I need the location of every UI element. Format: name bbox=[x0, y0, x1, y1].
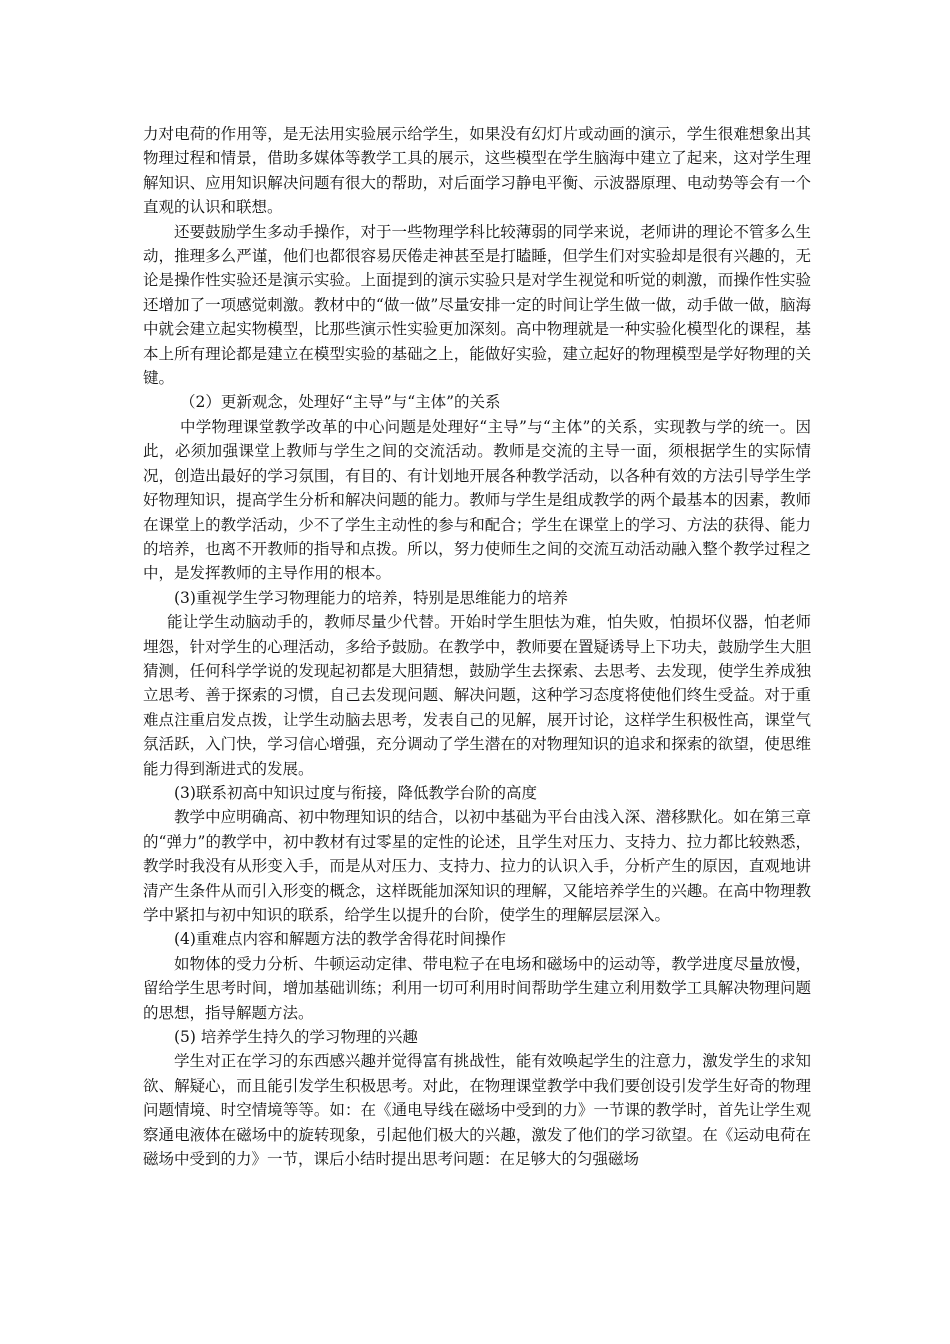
paragraph-2: 还要鼓励学生多动手操作，对于一些物理学科比较薄弱的同学来说，老师讲的理论不管多么生动，推理多么严谨，他们也都很容易厌倦走神甚至是打瞌睡，但学生们对实验却是很有兴趣的，无论是操作性实验还是演示实验。上面提到的演示实验只是对学生视觉和听觉的刺激，而操作性实验还增加了一项感觉刺激。教材中的“做一做”尽量安排一定的时间让学生做一做，动手做一做，脑海中就会建立起实物模型，比那些演示性实验更加深刻。高中物理就是一种实验化模型化的课程，基本上所有理论都是建立在模型实验的基础之上，能做好实验，建立起好的物理模型是学好物理的关键。 bbox=[143, 222, 811, 388]
section-heading-2: （2）更新观念，处理好“主导”与“主体”的关系 bbox=[180, 393, 501, 412]
paragraph-6: 如物体的受力分析、牛顿运动定律、带电粒子在电场和磁场中的运动等，教学进度尽量放慢，留给学生思考时间，增加基础训练；利用一切可利用时间帮助学生建立利用数学工具解决物理问题的思想，指导解题方法。 bbox=[143, 954, 811, 1022]
paragraph-1: 力对电荷的作用等，是无法用实验展示给学生，如果没有幻灯片或动画的演示，学生很难想象出其物理过程和情景，借助多媒体等教学工具的展示，这些模型在学生脑海中建立了起来，这对学生理解知识、应用知识解决问题有很大的帮助，对后面学习静电平衡、示波器原理、电动势等会有一个直观的认识和联想。 bbox=[143, 125, 811, 217]
section-heading-3a: (3)重视学生学习物理能力的培养，特别是思维能力的培养 bbox=[174, 588, 568, 607]
paragraph-4: 能让学生动脑动手的，教师尽量少代替。开始时学生胆怯为难，怕失败，怕损坏仪器，怕老师埋怨，针对学生的心理活动，多给予鼓励。在教学中，教师要在置疑诱导上下功夫，鼓励学生大胆猜测，任何科学学说的发现起初都是大胆猜想，鼓励学生去探索、去思考、去发现，使学生养成独立思考、善于探索的习惯，自己去发现问题、解决问题，这种学习态度将使他们终生受益。对于重难点注重启发点拨，让学生动脑去思考，发表自己的见解，展开讨论，这样学生积极性高，课堂气氛活跃，入门快，学习信心增强，充分调动了学生潜在的对物理知识的追求和探索的欲望，使思维能力得到渐进式的发展。 bbox=[143, 613, 811, 778]
section-heading-3b: (3)联系初高中知识过度与衔接，降低教学台阶的高度 bbox=[174, 783, 537, 802]
paragraph-5: 教学中应明确高、初中物理知识的结合，以初中基础为平台由浅入深、潜移默化。如在第三章的“弹力”的教学中，初中教材有过零星的定性的论述，且学生对压力、支持力、拉力都比较熟悉，教学时我没有从形变入手，而是从对压力、支持力、拉力的认识入手，分析产生的原因，直观地讲清产生条件从而引入形变的概念，这样既能加深知识的理解，又能培养学生的兴趣。在高中物理教学中紧扣与初中知识的联系，给学生以提升的台阶，使学生的理解层层深入。 bbox=[143, 808, 811, 924]
paragraph-3: 中学物理课堂教学改革的中心问题是处理好“主导”与“主体”的关系，实现教与学的统一。因此，必须加强课堂上教师与学生之间的交流活动。教师是交流的主导一面，须根据学生的实际情况，创造出最好的学习氛围，有目的、有计划地开展各种教学活动，以各种有效的方法引导学生学好物理知识，提高学生分析和解决问题的能力。教师与学生是组成教学的两个最基本的因素，教师在课堂上的教学活动，少不了学生主动性的参与和配合；学生在课堂上的学习、方法的获得、能力的培养，也离不开教师的指导和点拨。所以，努力使师生之间的交流互动活动融入整个教学过程之中，是发挥教师的主导作用的根本。 bbox=[143, 417, 811, 583]
section-heading-4: (4)重难点内容和解题方法的教学舍得花时间操作 bbox=[174, 930, 506, 949]
section-heading-5: (5) 培养学生持久的学习物理的兴趣 bbox=[174, 1028, 418, 1047]
paragraph-7: 学生对正在学习的东西感兴趣并觉得富有挑战性，能有效唤起学生的注意力，激发学生的求知欲、解疑心，而且能引发学生积极思考。对此，在物理课堂教学中我们要创设引发学生好奇的物理问题情境、时空情境等等。如：在《通电导线在磁场中受到的力》一节课的教学时，首先让学生观察通电液体在磁场中的旋转现象，引起他们极大的兴趣，激发了他们的学习欲望。在《运动电荷在磁场中受到的力》一节，课后小结时提出思考问题：在足够大的匀强磁场 bbox=[143, 1052, 811, 1169]
document-body bbox=[143, 122, 811, 1171]
